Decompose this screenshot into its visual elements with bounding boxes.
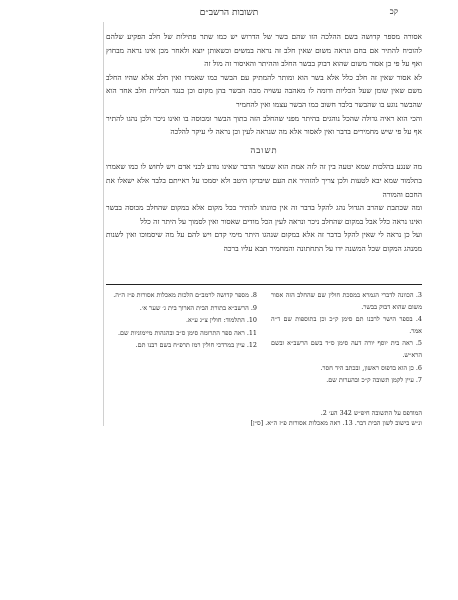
main-paragraph: והכי הוא ראיה גדולה שהכל נוהגים בהיתר מפני שהחלב הזה בתוך הבשר ומכוסה בו ואינו ניכר ולכן נהגו להתיר אף על פי שיש מחמירים בדבר ואין לאסור אלא מה שנראה לעין וכן נראה לי עיקר להלכה	[106, 113, 422, 137]
main-paragraph: אסורה מספר קדושה בשם ההלכה הזו שהם בשר של הדרוש יש כמו שתר פתילות של חלב הפקיע שלהם להוכיח להתיר אם בחם ונראה משום שאין חלב זה נראה במשים וכשאותן יוצא ולאחר מכן אינו נראה מבחוץ ואף על פי כן אסור משום שהוא דבוק בבשר החלב וההיתר והאיסור זה מול זה	[106, 32, 422, 69]
page-edge-line	[103, 22, 104, 426]
footnote: 3. הכוונה לדברי הגמרא במסכת חולין שם שהחלב הזה אסור משום שהוא דבוק בבשר.	[271, 291, 422, 311]
main-text-block	[106, 30, 422, 256]
main-paragraph: ומה שכתבת שהרב הגדול נהג להקל בדבר זה אין כוונתו להתיר בכל מקום אלא במקום שהחלב מכוסה בבשר ואינו נראה כלל אבל במקום שהחלב ניכר ונראה לעין הכל מודים שאסור ואין לסמוך על היתר זה כלל	[106, 203, 422, 226]
footnote: 5. ראה בית יוסף יורה דעה סימן ס״ד בשם הרשב״א ובשם הרא״ש.	[271, 339, 422, 359]
tail-footnotes	[106, 409, 422, 428]
main-paragraph: לא אסור שאין זה חלב כלל אלא בשר הוא ומותר להמתיק עם הבשר כמו שאמרו ואין חלב אלא שהיו החלב משם שאין שומן שעל הכליות ודומה לו מאהבה עשויה מכה הבשר בהן מקום וכן כנגד הכליות חלב אחד הוא שהבשר נוגע בו שהבשר בלבד חשוב כמו הבשר עצמו ואין להחמיר	[106, 72, 422, 109]
main-paragraph: ועל כן נראה לי שאין להקל בדבר זה אלא במקום שנהגו היתר מימי קדם ויש להם על מה שיסמוכו ואין לשנות ממנהג המקום שכל המשנה ידו על התחתונה והמחמיר תבא עליו ברכה	[106, 230, 422, 253]
tail-footnote: המודפס על התשובה חיפ״ש 342 הע׳ 2.	[320, 409, 422, 417]
footnote: 4. בספר הישר לרבנו תם סימן ק״כ וכן בתוספות שם ד״ה אמר.	[271, 315, 422, 335]
footnote: 7. עיין לקמן תשובה ק״כ ובהערות שם.	[326, 376, 422, 385]
footnote: 12. עיין במרדכי חולין רמז תרפ״ח בשם רבנו תם.	[135, 341, 257, 350]
footnote-column-right	[271, 290, 422, 388]
tail-footnote: ונ״ש בישוב לשון הבית דבר. 13. ראה מאכלות אסורות פ״ז ה״א. [ס״ן]	[250, 418, 422, 427]
footnote: 8. מספר קדושה לרמב״ם הלכות מאכלות אסורות פ״ז ה״ה.	[113, 291, 257, 299]
section-heading: תשובה	[250, 145, 278, 156]
footnote-divider	[106, 284, 422, 285]
footnote: 10. התלמוד: חולין צ״ג ע״א.	[185, 316, 257, 325]
page-number: קכ	[389, 7, 398, 16]
footnotes-area	[106, 290, 422, 388]
footnote: 11. ראה ספר התרומה סימן ס״ב ובהגהות מיימוניות שם.	[118, 328, 257, 337]
running-header	[60, 7, 398, 21]
running-title: תשובות הרשב״ם	[199, 8, 259, 18]
footnote: 9. הרשב״א בתורת הבית הארוך בית ג׳ שער א׳.	[139, 303, 257, 312]
footnote-column-left	[106, 290, 257, 388]
footnote: 6. כן הוא בדפוס ראשון, ובכתב היד חסר.	[320, 363, 422, 372]
main-paragraph: מה שנגע בהלכות שמא יטעה בין זה לזה אמת הוא שמצוי הדבר שאינו נודע לבני אדם ויש לחוש לו כמו שאמרו בתלמוד שמא יבא לטעות ולכן צריך להזהיר את העם שיבדקו היטב ולא יסמכו על ראייתם בלבד אלא ישאלו את החכם והמורה	[106, 162, 422, 199]
